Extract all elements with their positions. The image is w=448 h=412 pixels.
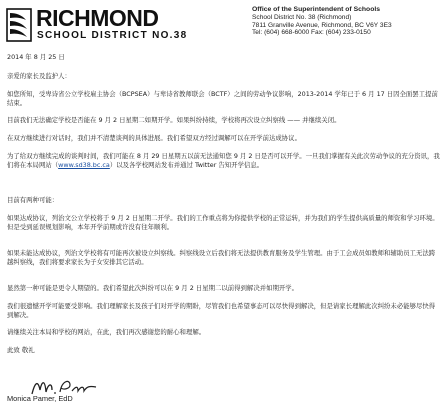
notification-text-start: 为了给双方继续完成的谈判时间，我们可能在 8 月 29 日星期五以前无法通知您 9 月 2 日是否可以开学。一旦我们掌握有关此次劳动争议的充分资讯，我们将在本局网站（ xyxy=(7,152,440,169)
logo-name: RICHMOND xyxy=(36,5,159,31)
paragraph-regret: 我们很遗憾开学可能要受影响。我们理解家长及孩子们对开学的期盼，尽管我们也希望事态可以尽快得到解决，但是请家长理解此次纠纷未必能够尽快得到解决。 xyxy=(7,302,436,319)
office-line: 7811 Granville Avenue, Richmond, BC V6Y 3E3 xyxy=(252,21,392,29)
district-logo xyxy=(6,6,206,46)
paragraph-two-possibilities: 目前有两种可能： xyxy=(7,196,59,204)
signature-name: Monica Pamer, EdD xyxy=(7,394,73,403)
notification-text-end: ）以及各学校网站发布并通过 Twitter 告知开学信息。 xyxy=(109,161,264,169)
office-line: School District No. 38 (Richmond) xyxy=(252,13,352,21)
letter-date: 2014 年 8 月 25 日 xyxy=(7,53,65,61)
paragraph-thanks: 请继续关注本局和学校的网站，在此，我们再次感谢您的耐心和理解。 xyxy=(7,328,206,336)
office-line: Tel: (604) 668-6000 Fax: (604) 233-0150 xyxy=(252,29,371,37)
office-address-block xyxy=(252,6,448,37)
paragraph-strike-background: 如您所知，受卑诗省公立学校雇主协会（BCPSEA）与卑诗省教师联会（BCTF）之间的劳动争议影响，2013-2014 学年已于 6 月 17 日因全面罢工提前结束。 xyxy=(7,90,438,107)
paragraph-notification xyxy=(7,152,441,170)
office-title: Office of the Superintendent of Schools xyxy=(252,6,381,13)
logo-subtitle: SCHOOL DISTRICT NO.38 xyxy=(37,30,188,41)
paragraph-opening-uncertain: 目前我们无法确定学校是否能在 9 月 2 日星期二如期开学。如果纠纷持续，学校将再次设立纠察线 —— 并继续关闭。 xyxy=(7,116,341,124)
paragraph-no-agreement: 如果未能达成协议，列治文学校将有可能再次被设立纠察线。纠察线设立后我们将无法提供教育服务及学生管理。由于工会成员如教师和辅助员工无法跨越纠察线，我们将要求家长为子女安排其它活动。 xyxy=(7,249,436,266)
district-emblem-icon xyxy=(6,8,32,42)
paragraph-negotiations: 在双方继续进行对话时，我们并不清楚谈判的具体进展。我们希望双方经过调解可以在开学前达成协议。 xyxy=(7,134,301,142)
district-website-link[interactable]: www.sd38.bc.ca xyxy=(58,161,110,169)
closing: 此致 敬礼 xyxy=(7,346,35,354)
salutation: 亲爱的家长及监护人： xyxy=(7,72,71,80)
paragraph-agreement-reached: 如果达成协议，列治文公立学校将于 9 月 2 日星期二开学。我们的工作重点将为你提供学校的正常运转，并为我们的学生提供高质量的师资和学习环境。但是受到延误规划影响，本年开学前期或许没有往年顺利。 xyxy=(7,214,439,231)
letterhead xyxy=(6,6,442,46)
paragraph-preferred-outcome: 显然第一种可能是更令人期望的。我们希望此次纠纷可以在 9 月 2 日星期二以前得到解决并如期开学。 xyxy=(7,284,299,292)
